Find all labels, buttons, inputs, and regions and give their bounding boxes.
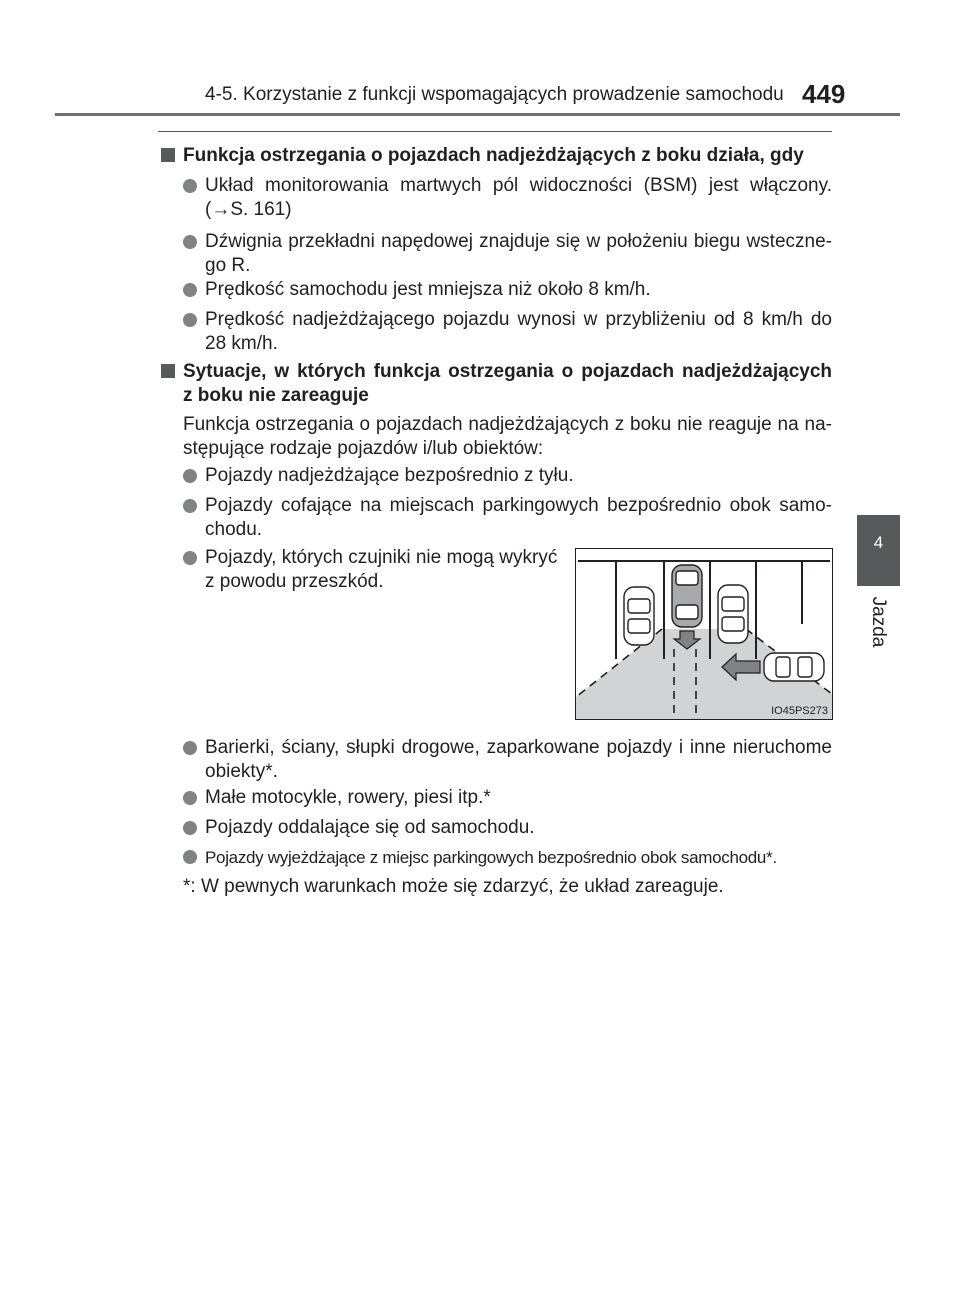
parked-car-left	[624, 587, 654, 645]
limit-obstructed-line1: Pojazdy, których czujniki nie mogą wykryć	[205, 547, 558, 568]
condition-bsm-line1: Układ monitorowania martwych pól widoczności (BSM) jest włączony.	[205, 175, 832, 196]
square-bullet-icon	[161, 148, 175, 162]
own-vehicle	[672, 565, 702, 627]
section-heading-limits-line1: Sytuacje, w których funkcja ostrzegania o pojazdach nadjeżdżających	[183, 361, 832, 382]
round-bullet-icon	[183, 791, 197, 805]
approaching-car	[764, 653, 824, 681]
limit-small: Małe motocykle, rowery, piesi itp.*	[205, 787, 491, 808]
parking-illustration	[575, 548, 833, 720]
limit-rear: Pojazdy nadjeżdżające bezpośrednio z tyłu.	[205, 465, 574, 486]
round-bullet-icon	[183, 551, 197, 565]
round-bullet-icon	[183, 235, 197, 249]
footnote: *: W pewnych warunkach może się zdarzyć, że układ zareaguje.	[183, 876, 724, 897]
condition-bsm-line2: (→S. 161)	[205, 199, 292, 220]
square-bullet-icon	[161, 364, 175, 378]
section-heading-limits-line2: z boku nie zareaguje	[183, 385, 369, 406]
limit-departing: Pojazdy oddalające się od samochodu.	[205, 817, 535, 838]
parked-car-right	[718, 585, 748, 643]
chapter-label-text: Jazda	[868, 596, 889, 648]
chapter-label	[858, 592, 898, 652]
condition-gear-line1: Dźwignia przekładni napędowej znajduje się w położeniu biegu wsteczne-	[205, 231, 832, 252]
limit-exiting: Pojazdy wyjeżdżające z miejsc parkingowych bezpośrednio obok samochodu*.	[205, 848, 777, 867]
page-number: 449	[802, 79, 846, 109]
round-bullet-icon	[183, 313, 197, 327]
section-intro-line2: stępujące rodzaje pojazdów i/lub obiektów:	[183, 438, 544, 459]
round-bullet-icon	[183, 499, 197, 513]
limit-reversing-line2: chodu.	[205, 519, 263, 540]
chapter-number: 4	[873, 533, 884, 552]
round-bullet-icon	[183, 469, 197, 483]
content-divider	[158, 131, 832, 132]
condition-gear-line2: go R.	[205, 255, 251, 276]
limit-obstructed-line2: z powodu przeszkód.	[205, 571, 384, 592]
section-heading-active: Funkcja ostrzegania o pojazdach nadjeżdżających z boku działa, gdy	[183, 145, 804, 166]
running-header: 4-5. Korzystanie z funkcji wspomagających prowadzenie samochodu	[205, 84, 784, 105]
limit-stationary-line2: obiekty*.	[205, 761, 278, 782]
round-bullet-icon	[183, 283, 197, 297]
limit-stationary-line1: Barierki, ściany, słupki drogowe, zaparkowane pojazdy i inne nieruchome	[205, 737, 832, 758]
round-bullet-icon	[183, 821, 197, 835]
round-bullet-icon	[183, 850, 197, 864]
condition-approach-line2: 28 km/h.	[205, 333, 278, 354]
chapter-tab	[857, 515, 900, 586]
section-intro-line1: Funkcja ostrzegania o pojazdach nadjeżdżających z boku nie reaguje na na-	[183, 414, 832, 435]
limit-reversing-line1: Pojazdy cofające na miejscach parkingowych bezpośrednio obok samo-	[205, 495, 832, 516]
parking-diagram	[576, 549, 832, 719]
round-bullet-icon	[183, 179, 197, 193]
condition-speed: Prędkość samochodu jest mniejsza niż około 8 km/h.	[205, 279, 651, 300]
round-bullet-icon	[183, 741, 197, 755]
condition-approach-line1: Prędkość nadjeżdżającego pojazdu wynosi w przybliżeniu od 8 km/h do	[205, 309, 832, 330]
figure-code: IO45PS273	[771, 705, 828, 717]
header-divider	[55, 113, 900, 116]
